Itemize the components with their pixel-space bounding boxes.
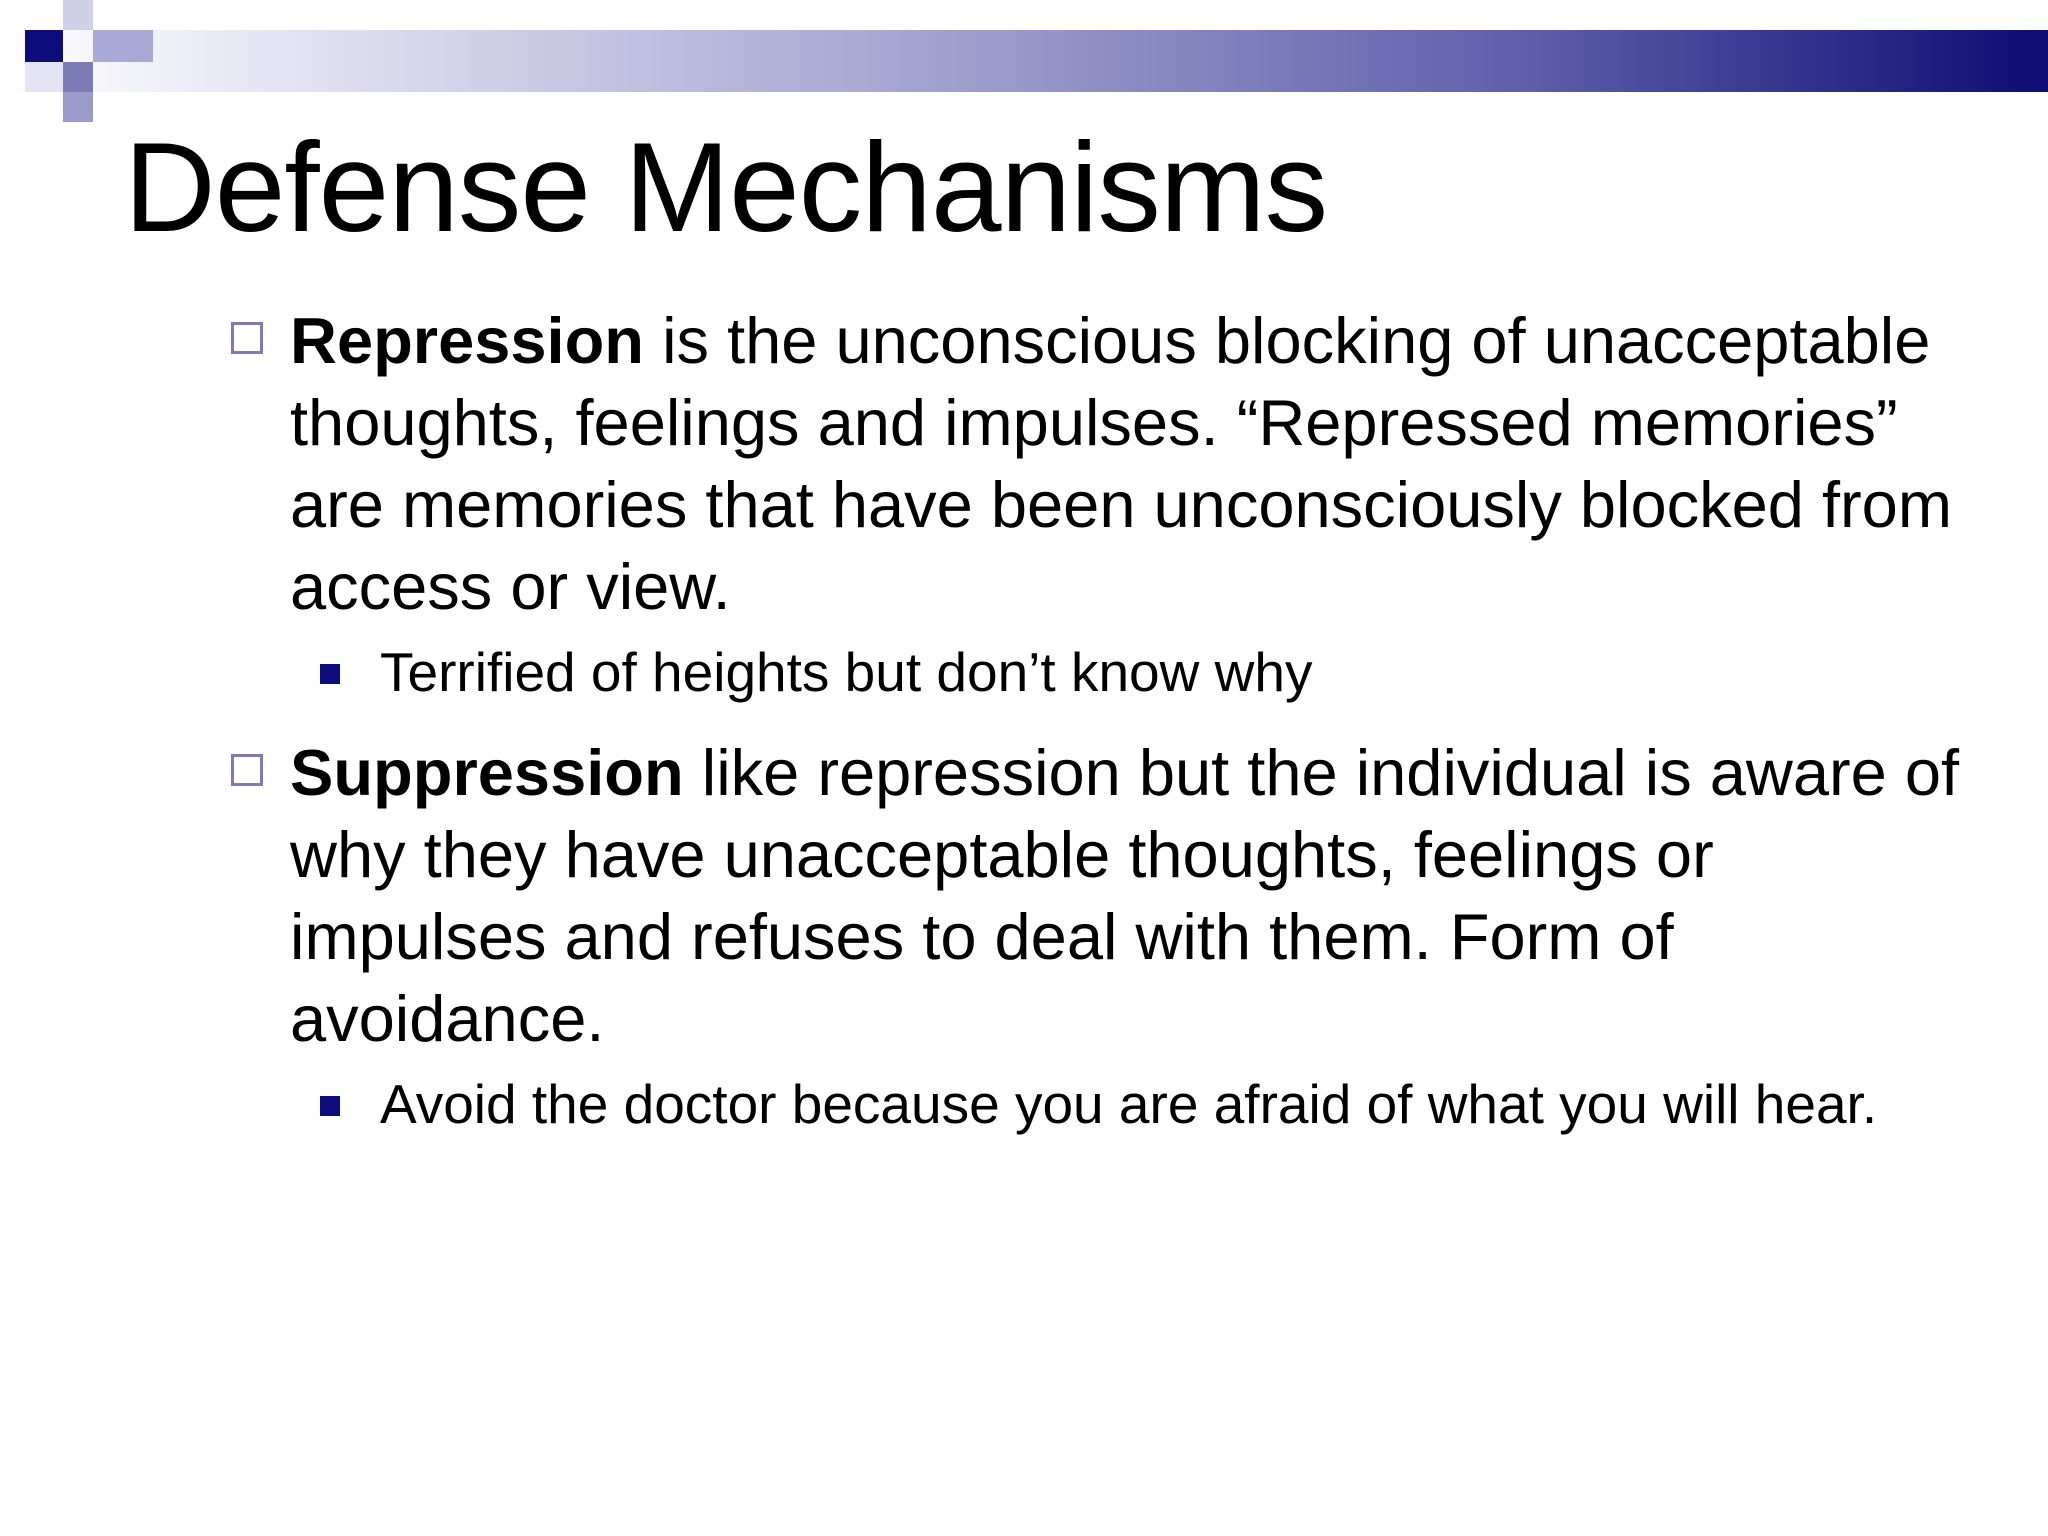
bullet-term: Suppression — [290, 736, 684, 809]
filled-square-icon — [320, 664, 340, 684]
sub-bullet-suppression-example — [380, 1070, 1880, 1138]
slide-title: Defense Mechanisms — [124, 116, 1328, 258]
bullet-term: Repression — [290, 304, 645, 377]
header-gradient-bar — [0, 30, 2048, 92]
hollow-square-icon — [231, 322, 263, 354]
hollow-square-icon — [231, 754, 263, 786]
bullet-text: is the unconscious blocking of unacceptable thoughts, feelings and impulses. “Repressed memories” are memories that have been unconsciously blocked from access or view. — [290, 304, 1952, 623]
bullet-text: like repression but the individual is aware of why they have unacceptable thoughts, feelings or impulses and refuses to deal with them. Form of avoidance. — [290, 736, 1960, 1055]
bullet-repression — [228, 300, 1988, 628]
bullet-suppression — [228, 732, 1988, 1060]
sub-bullet-text: Terrified of heights but don’t know why — [380, 641, 1313, 703]
sub-bullet-text: Avoid the doctor because you are afraid of what you will hear. — [380, 1073, 1878, 1135]
slide-content — [228, 300, 1988, 1164]
filled-square-icon — [320, 1096, 340, 1116]
corner-squares-decoration — [0, 0, 160, 130]
sub-bullet-repression-example — [380, 638, 1880, 706]
